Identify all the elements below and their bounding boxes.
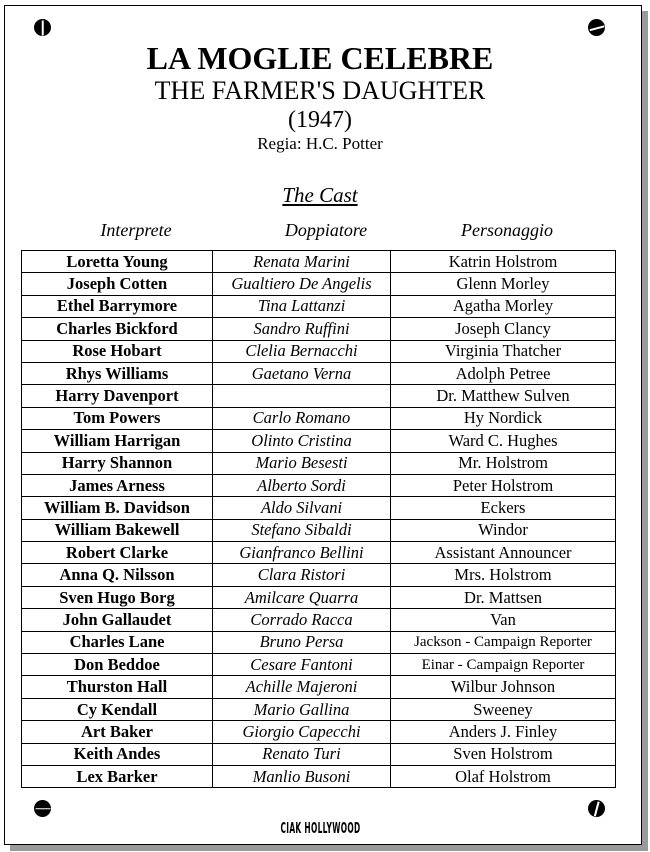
screw-icon-top-right bbox=[588, 19, 605, 36]
table-row bbox=[22, 273, 616, 295]
table-row bbox=[22, 765, 616, 787]
table-row bbox=[22, 676, 616, 698]
dubber-cell: Achille Majeroni bbox=[213, 676, 391, 698]
original-title: THE FARMER'S DAUGHTER bbox=[154, 76, 486, 105]
actor-cell: Don Beddoe bbox=[22, 654, 213, 676]
actor-cell: Thurston Hall bbox=[22, 676, 213, 698]
column-headers bbox=[22, 218, 614, 242]
column-header-doppiatore: Doppiatore bbox=[284, 220, 368, 240]
dubber-cell: Tina Lattanzi bbox=[213, 295, 391, 317]
role-cell: Mr. Holstrom bbox=[391, 452, 616, 474]
actor-cell: Cy Kendall bbox=[22, 698, 213, 720]
role-cell: Wilbur Johnson bbox=[391, 676, 616, 698]
role-cell: Sven Holstrom bbox=[391, 743, 616, 765]
table-row bbox=[22, 318, 616, 340]
dubber-cell: Gaetano Verna bbox=[213, 362, 391, 384]
role-cell: Glenn Morley bbox=[391, 273, 616, 295]
dubber-cell: Sandro Ruffini bbox=[213, 318, 391, 340]
dubber-cell: Carlo Romano bbox=[213, 407, 391, 429]
cast-heading-text: The Cast bbox=[282, 183, 358, 207]
screw-icon-bottom-right bbox=[588, 800, 605, 817]
dubber-cell: Stefano Sibaldi bbox=[213, 519, 391, 541]
table-row bbox=[22, 452, 616, 474]
actor-cell: Harry Davenport bbox=[22, 385, 213, 407]
dubber-cell: Mario Gallina bbox=[213, 698, 391, 720]
actor-cell: Harry Shannon bbox=[22, 452, 213, 474]
screw-icon-bottom-left bbox=[34, 800, 51, 817]
table-row bbox=[22, 519, 616, 541]
actor-cell: Charles Bickford bbox=[22, 318, 213, 340]
dubber-cell: Manlio Busoni bbox=[213, 765, 391, 787]
actor-cell: John Gallaudet bbox=[22, 609, 213, 631]
actor-cell: William Harrigan bbox=[22, 430, 213, 452]
role-cell: Dr. Matthew Sulven bbox=[391, 385, 616, 407]
dubber-cell: Cesare Fantoni bbox=[213, 654, 391, 676]
table-row bbox=[22, 631, 616, 653]
role-cell: Sweeney bbox=[391, 698, 616, 720]
column-header-interprete: Interprete bbox=[100, 220, 172, 240]
italian-title: LA MOGLIE CELEBRE bbox=[146, 40, 494, 76]
table-row bbox=[22, 721, 616, 743]
column-header-personaggio: Personaggio bbox=[461, 220, 553, 240]
release-year: (1947) bbox=[288, 107, 352, 133]
actor-cell: Lex Barker bbox=[22, 765, 213, 787]
table-row bbox=[22, 497, 616, 519]
table-row bbox=[22, 362, 616, 384]
actor-cell: Charles Lane bbox=[22, 631, 213, 653]
role-cell: Eckers bbox=[391, 497, 616, 519]
cast-table-body bbox=[22, 251, 616, 788]
table-row bbox=[22, 542, 616, 564]
table-row bbox=[22, 743, 616, 765]
logo-text: CIAK HOLLYWOOD bbox=[280, 819, 360, 837]
dubber-cell: Amilcare Quarra bbox=[213, 586, 391, 608]
actor-cell: Sven Hugo Borg bbox=[22, 586, 213, 608]
actor-cell: Anna Q. Nilsson bbox=[22, 564, 213, 586]
table-row bbox=[22, 430, 616, 452]
role-cell: Adolph Petree bbox=[391, 362, 616, 384]
actor-cell: Art Baker bbox=[22, 721, 213, 743]
actor-cell: Loretta Young bbox=[22, 251, 213, 273]
table-row bbox=[22, 586, 616, 608]
role-cell: Peter Holstrom bbox=[391, 474, 616, 496]
dubber-cell bbox=[213, 385, 391, 407]
role-cell: Jackson - Campaign Reporter bbox=[391, 631, 616, 653]
role-cell: Dr. Mattsen bbox=[391, 586, 616, 608]
dubber-cell: Gianfranco Bellini bbox=[213, 542, 391, 564]
actor-cell: Ethel Barrymore bbox=[22, 295, 213, 317]
role-cell: Anders J. Finley bbox=[391, 721, 616, 743]
table-row bbox=[22, 609, 616, 631]
dubber-cell: Gualtiero De Angelis bbox=[213, 273, 391, 295]
cast-table bbox=[21, 250, 616, 788]
role-cell: Ward C. Hughes bbox=[391, 430, 616, 452]
role-cell: Van bbox=[391, 609, 616, 631]
dubber-cell: Mario Besesti bbox=[213, 452, 391, 474]
cast-heading bbox=[0, 182, 640, 208]
role-cell: Hy Nordick bbox=[391, 407, 616, 429]
ciak-hollywood-logo bbox=[0, 820, 640, 836]
dubber-cell: Alberto Sordi bbox=[213, 474, 391, 496]
role-cell: Einar - Campaign Reporter bbox=[391, 654, 616, 676]
role-cell: Virginia Thatcher bbox=[391, 340, 616, 362]
table-row bbox=[22, 698, 616, 720]
table-row bbox=[22, 564, 616, 586]
actor-cell: Robert Clarke bbox=[22, 542, 213, 564]
actor-cell: James Arness bbox=[22, 474, 213, 496]
table-row bbox=[22, 251, 616, 273]
table-row bbox=[22, 295, 616, 317]
dubber-cell: Renato Turi bbox=[213, 743, 391, 765]
actor-cell: Tom Powers bbox=[22, 407, 213, 429]
dubber-cell: Corrado Racca bbox=[213, 609, 391, 631]
actor-cell: Keith Andes bbox=[22, 743, 213, 765]
role-cell: Mrs. Holstrom bbox=[391, 564, 616, 586]
table-row bbox=[22, 654, 616, 676]
dubber-cell: Clelia Bernacchi bbox=[213, 340, 391, 362]
table-row bbox=[22, 474, 616, 496]
table-row bbox=[22, 340, 616, 362]
role-cell: Olaf Holstrom bbox=[391, 765, 616, 787]
actor-cell: Joseph Cotten bbox=[22, 273, 213, 295]
actor-cell: Rose Hobart bbox=[22, 340, 213, 362]
role-cell: Assistant Announcer bbox=[391, 542, 616, 564]
dubber-cell: Bruno Persa bbox=[213, 631, 391, 653]
role-cell: Windor bbox=[391, 519, 616, 541]
table-row bbox=[22, 385, 616, 407]
actor-cell: Rhys Williams bbox=[22, 362, 213, 384]
screw-icon-top-left bbox=[34, 19, 51, 36]
dubber-cell: Giorgio Capecchi bbox=[213, 721, 391, 743]
actor-cell: William B. Davidson bbox=[22, 497, 213, 519]
director-credit: Regia: H.C. Potter bbox=[257, 134, 383, 153]
dubber-cell: Olinto Cristina bbox=[213, 430, 391, 452]
dubber-cell: Aldo Silvani bbox=[213, 497, 391, 519]
table-row bbox=[22, 407, 616, 429]
role-cell: Katrin Holstrom bbox=[391, 251, 616, 273]
actor-cell: William Bakewell bbox=[22, 519, 213, 541]
dubber-cell: Clara Ristori bbox=[213, 564, 391, 586]
role-cell: Joseph Clancy bbox=[391, 318, 616, 340]
role-cell: Agatha Morley bbox=[391, 295, 616, 317]
dubber-cell: Renata Marini bbox=[213, 251, 391, 273]
